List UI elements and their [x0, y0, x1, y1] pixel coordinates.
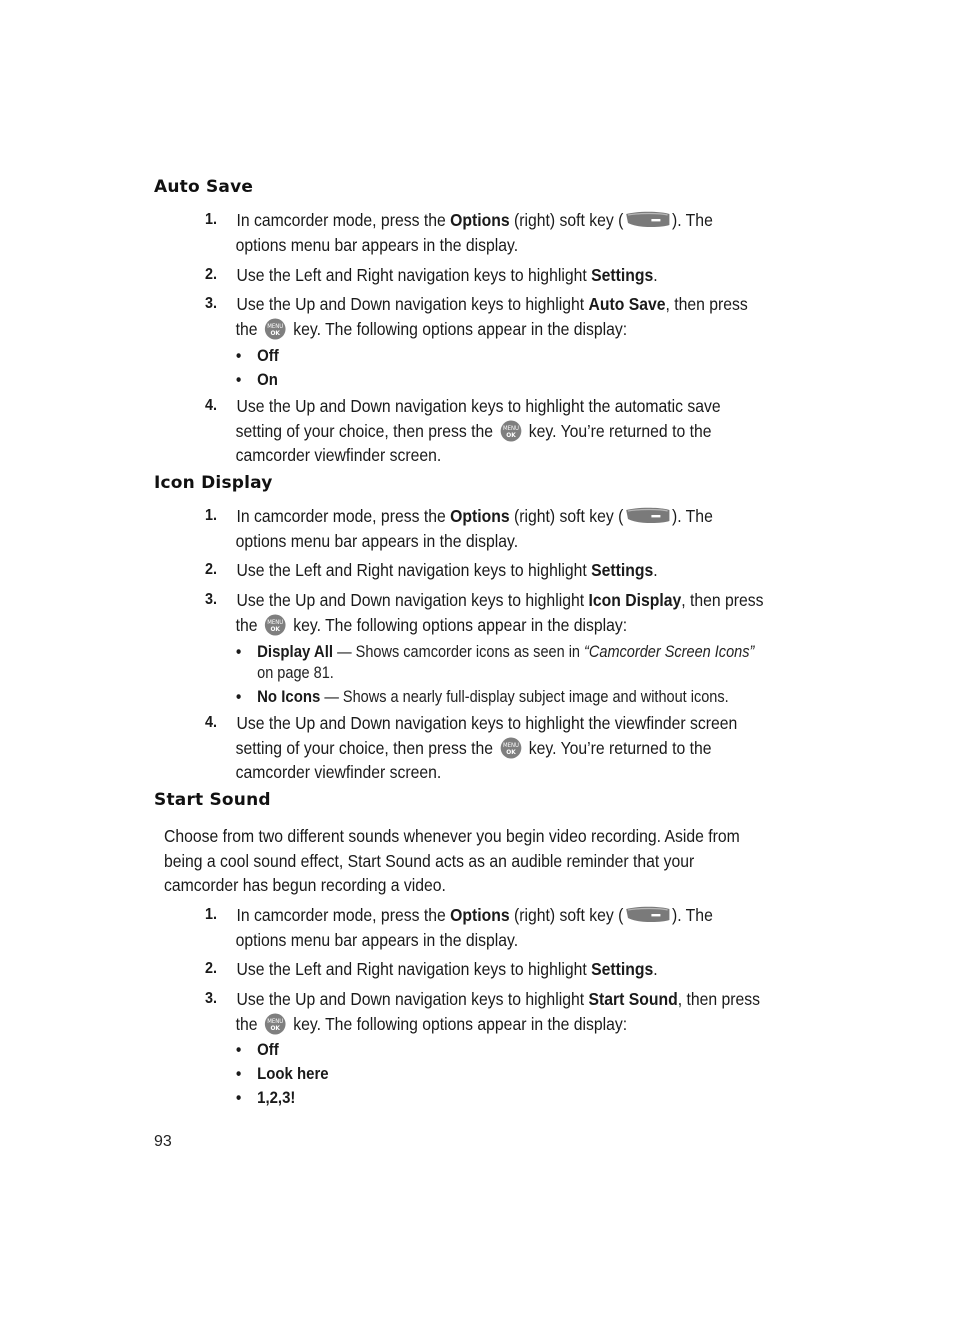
bullet: •: [236, 1040, 242, 1059]
svg-text:MENU: MENU: [502, 425, 519, 432]
step-number: 3.: [205, 591, 218, 608]
step-number: 3.: [205, 295, 218, 312]
bullet: •: [236, 1088, 242, 1107]
svg-text:MENU: MENU: [267, 1018, 284, 1025]
svg-text:OK: OK: [270, 625, 281, 633]
auto-save-keyword: Auto Save: [588, 294, 666, 314]
svg-text:OK: OK: [506, 431, 516, 439]
heading-start-sound: Start Sound: [154, 790, 271, 810]
settings-keyword: Settings: [591, 560, 654, 580]
options-keyword: Options: [450, 905, 510, 925]
heading-auto-save: Auto Save: [154, 177, 254, 197]
svg-text:OK: OK: [270, 1024, 281, 1032]
heading-icon-display: Icon Display: [154, 473, 273, 493]
svg-text:OK: OK: [506, 748, 516, 756]
bullet: •: [236, 1064, 242, 1083]
bullet: •: [236, 370, 242, 389]
svg-text:MENU: MENU: [267, 619, 284, 626]
step-number: 2.: [205, 561, 218, 578]
right-soft-key-icon: [624, 906, 671, 924]
bullet: •: [236, 642, 242, 661]
right-soft-key-icon: [624, 211, 671, 229]
cross-reference: “Camcorder Screen Icons”: [584, 643, 755, 661]
bullet: •: [236, 687, 242, 706]
menu-ok-key-icon: [265, 614, 287, 636]
bullet: •: [236, 346, 242, 365]
step-number: 1.: [205, 507, 218, 524]
step-number: 3.: [205, 990, 218, 1007]
step-number: 2.: [205, 960, 218, 977]
step-number: 2.: [205, 266, 218, 283]
start-sound-keyword: Start Sound: [588, 989, 678, 1009]
options-keyword: Options: [450, 506, 510, 526]
options-keyword: Options: [450, 210, 510, 230]
manual-page: Auto Save 1. In camcorder mode, press the Options (right) soft key ( ). The options menu bar appears in the display. 2. Use the Left and Right navigation keys to highlight Settings. 3. Use the Up and Down navigation keys to highlight Auto Save, then press the MENU OK key. The following options appear in the display: • Off • On 4. Use the Up and Down navigation keys to highlight the automatic save setting of your choice, then press the MENU OK key. You’re returned to the camcorder viewfinder screen. Icon Display 1. In camcorder mode, press the Options (right) soft key ( ). The options menu bar appears in the display. 2. Use the Left and Right navigation keys to highlight Settings. 3. Use the Up and Down navigation keys to highlight Icon Display, then press the MENU OK key. The following options appear in the display: • Display All — Shows camcorder icons as seen in “Camcorder Screen Icons” on page 81. • No Icons — Shows a nearly full-display subject image and without icons. 4. Use the Up and Down navigation keys to highlight the viewfinder screen setting of your choice, then press the MENU OK key. You’re returned to the camcorder viewfinder screen. Start Sound Choose from two different sounds whenever you begin video recording. Aside from being a cool sound effect, Start Sound acts as an audible reminder that your camcorder has begun recording a video. 1. In camcorder mode, press the Options (right) soft key ( ). The options menu bar appears in the display. 2. Use the Left and Right navigation keys to highlight Settings. 3. Use the Up and Down navigation keys to highlight Start Sound, then press the MENU OK key. The following options appear in the display: • Off • Look here • 1,2,3! 93: [154, 177, 764, 1150]
step-number: 4.: [205, 714, 218, 731]
start-sound-intro: Choose from two different sounds whenever you begin video recording. Aside from being a cool sound effect, Start Sound acts as an audible reminder that your camcorder has begun recording a video.: [164, 826, 740, 895]
menu-ok-key-icon: [265, 318, 287, 340]
menu-ok-key-icon: [500, 420, 522, 442]
page-number: 93: [154, 1133, 172, 1150]
svg-text:MENU: MENU: [267, 323, 284, 330]
icon-display-keyword: Icon Display: [588, 590, 682, 610]
step-number: 1.: [205, 211, 218, 228]
right-soft-key-icon: [624, 507, 671, 525]
svg-text:OK: OK: [270, 329, 281, 337]
menu-ok-key-icon: [500, 737, 522, 759]
settings-keyword: Settings: [591, 265, 654, 285]
menu-ok-key-icon: [265, 1013, 287, 1035]
step-number: 4.: [205, 397, 218, 414]
step-number: 1.: [205, 906, 218, 923]
settings-keyword: Settings: [591, 959, 654, 979]
svg-text:MENU: MENU: [502, 742, 519, 749]
